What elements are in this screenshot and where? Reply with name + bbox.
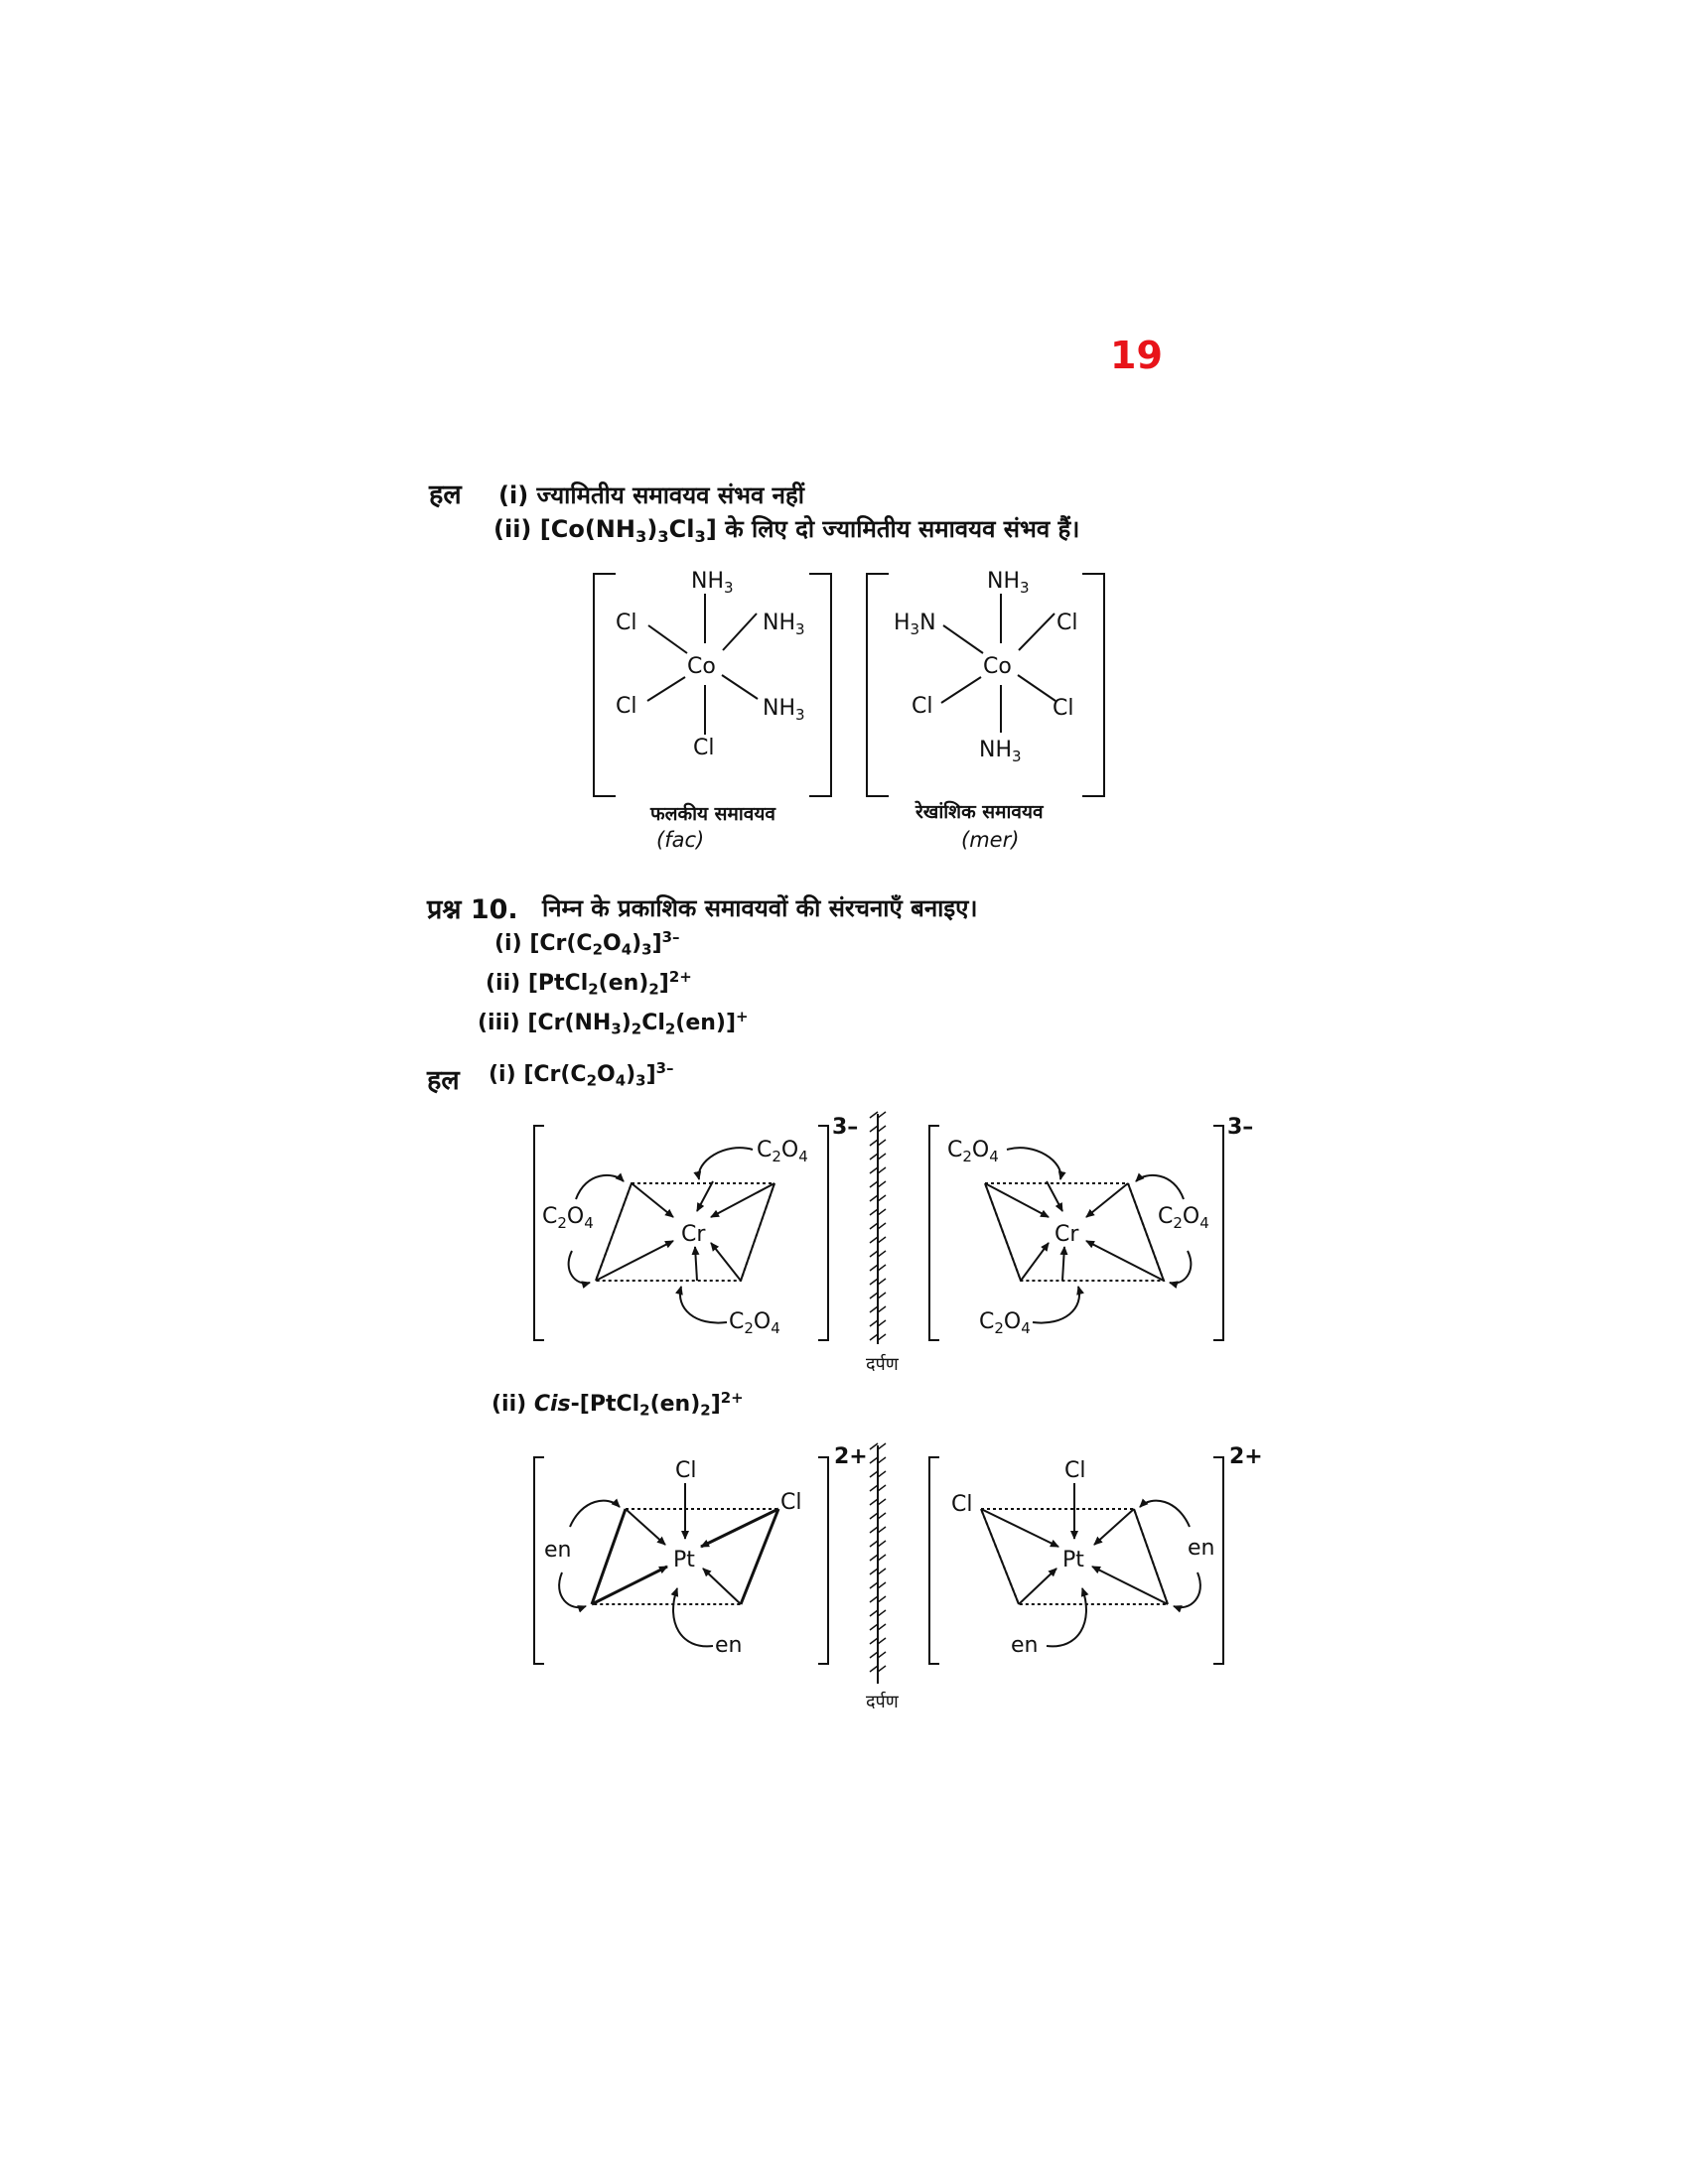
fac-caption: फलकीय समावयव [650, 803, 775, 825]
pt-left-cl-top: Cl [675, 1458, 697, 1483]
pt-left-cl-right: Cl [780, 1490, 802, 1515]
fac-cl-3: Cl [693, 736, 715, 760]
mirror-label-1: दर्पण [866, 1354, 899, 1375]
solution-line-ii: (ii) $[Co(NH_3)_3Cl_3]$ के लिए दो ज्यामितीय समावयव संभव हैं। [493, 515, 1080, 546]
solution2-part-ii: (ii) Cis-$[PtCl_2(en)_2]^{2+}$ [492, 1388, 744, 1420]
mer-cl-1: Cl [1056, 611, 1078, 635]
item-ii-num: (ii) [486, 971, 521, 996]
fac-cl-2: Cl [616, 694, 637, 719]
mirror-2 [870, 1443, 886, 1684]
pt-en-left-labels [544, 1444, 868, 1658]
page-number: 19 [1110, 334, 1163, 377]
item-iii-num: (iii) [478, 1011, 520, 1035]
fac-nh3-3: $NH_3$ [763, 696, 805, 724]
fac-co: Co [687, 654, 716, 679]
mer-cl-3: Cl [1053, 696, 1074, 721]
formula-start: (ii) [Co(NH [493, 515, 635, 543]
cr-right-c2o4-top: $C_2O_4$ [947, 1138, 999, 1165]
mer-h3n: $H_3N$ [894, 611, 936, 638]
cr-right-c2o4-right: $C_2O_4$ [1158, 1204, 1209, 1232]
solution-line-i: (i) ज्यामितीय समावयव संभव नहीं [498, 481, 804, 509]
pt-left-en-left: en [544, 1538, 572, 1563]
fac-cl-1: Cl [616, 611, 637, 635]
cr-right-c2o4-bottom: $C_2O_4$ [979, 1309, 1031, 1337]
mer-labels [894, 569, 1077, 765]
fac-labels [616, 569, 805, 760]
cis-label: Cis [533, 1392, 571, 1417]
pt-left-metal: Pt [673, 1548, 695, 1572]
mirror-1 [870, 1112, 886, 1344]
cr-oxalate-right-labels [947, 1115, 1253, 1337]
pt-left-en-bottom: en [715, 1633, 743, 1658]
mer-nh3-top: $NH_3$ [987, 569, 1030, 597]
pt-left-charge: 2+ [834, 1444, 868, 1469]
question-text: निम्न के प्रकाशिक समावयवों की संरचनाएँ बनाइए। [542, 894, 978, 922]
mer-nh3-bottom: $NH_3$ [979, 738, 1022, 765]
cr-left-metal: Cr [681, 1222, 706, 1247]
cr-left-charge: 3– [832, 1115, 859, 1140]
cr-right-charge: 3– [1227, 1115, 1254, 1140]
pt-right-metal: Pt [1062, 1548, 1084, 1572]
mer-abbr: (mer) [961, 828, 1020, 852]
fac-nh3-2: $NH_3$ [763, 611, 805, 638]
solution2-part-i: (i) $[Cr(C_2O_4)_3]^{3-}$ [489, 1058, 674, 1090]
pt-right-cl-top: Cl [1064, 1458, 1086, 1483]
question-label: प्रश्न 10. [427, 894, 518, 925]
solution-label: हल [429, 479, 462, 510]
mer-cl-2: Cl [912, 694, 933, 719]
solution2-label: हल [427, 1065, 460, 1096]
pt-right-cl-left: Cl [951, 1492, 973, 1517]
cr-left-c2o4-top: $C_2O_4$ [757, 1138, 808, 1165]
cr-oxalate-left-labels [542, 1115, 858, 1337]
part-ii-num: (ii) [492, 1392, 527, 1417]
mirror-label-2: दर्पण [866, 1692, 899, 1712]
pt-right-en-right: en [1188, 1536, 1215, 1561]
line-ii-text: के लिए दो ज्यामितीय समावयव संभव हैं। [725, 515, 1080, 543]
item-i-num: (i) [494, 931, 522, 956]
fac-isomer [594, 574, 831, 796]
cr-left-c2o4-bottom: $C_2O_4$ [729, 1309, 780, 1337]
fac-nh3-top: $NH_3$ [691, 569, 734, 597]
cr-left-c2o4-left: $C_2O_4$ [542, 1204, 594, 1232]
mer-co: Co [983, 654, 1012, 679]
question-item-i: (i) $[Cr(C_2O_4)_3]^{3-}$ [494, 927, 680, 959]
fac-abbr: (fac) [656, 828, 705, 852]
cr-right-metal: Cr [1055, 1222, 1079, 1247]
pt-right-charge: 2+ [1229, 1444, 1263, 1469]
mer-isomer [867, 574, 1104, 796]
question-item-iii: (iii) $[Cr(NH_3)_2Cl_2(en)]^+$ [478, 1007, 749, 1038]
question-item-ii: (ii) $[PtCl_2(en)_2]^{2+}$ [486, 967, 692, 999]
pt-right-en-bottom: en [1011, 1633, 1039, 1658]
mer-caption: रेखांशिक समावयव [915, 801, 1044, 823]
part-i-num: (i) [489, 1062, 516, 1087]
